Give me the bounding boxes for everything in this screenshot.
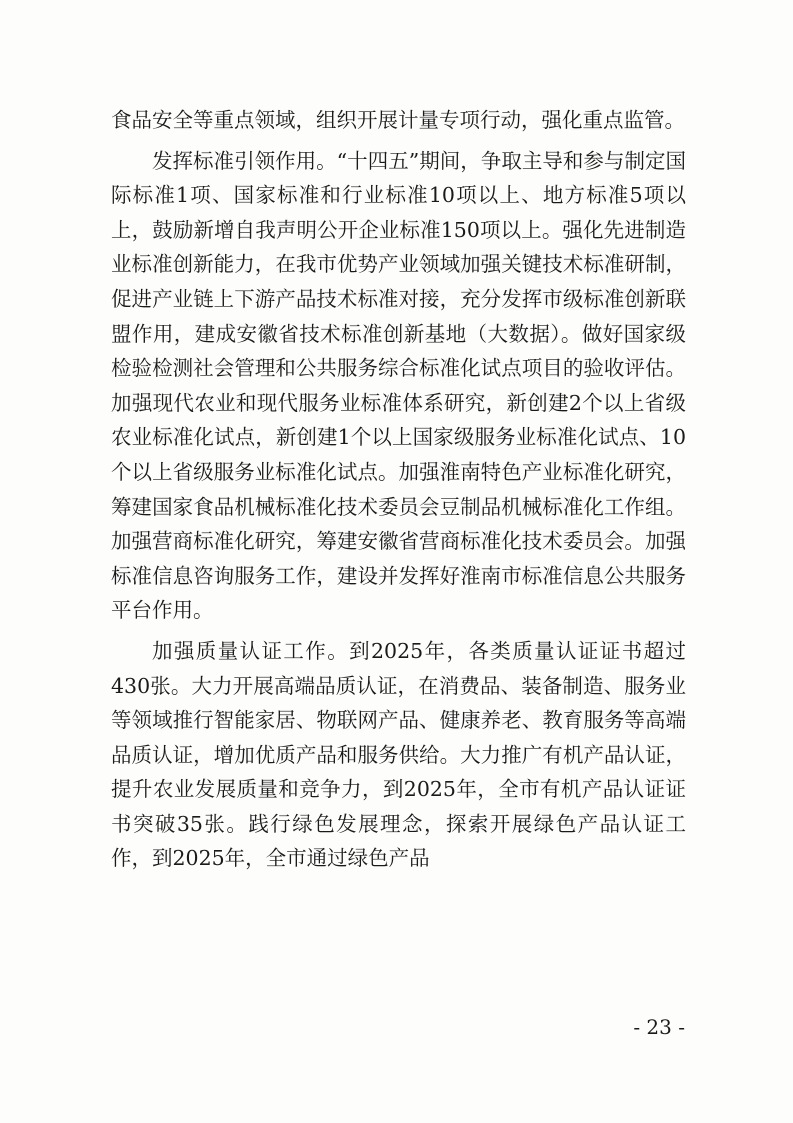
paragraph-3: 加强质量认证工作。到2025年，各类质量认证证书超过430张。大力开展高端品质认证，在消费品、装备制造、服务业等领域推行智能家居、物联网产品、健康养老、教育服务等高端品质认证，增加优质产品和服务供给。大力推广有机产品认证，提升农业发展质量和竞争力，到2025年，全市有机产品认证证书突破35张。践行绿色发展理念，探索开展绿色产品认证工作，到2025年，全市通过绿色产品 — [111, 638, 686, 871]
paragraph-1: 食品安全等重点领域，组织开展计量专项行动，强化重点监管。 — [111, 108, 685, 132]
paragraph-2: 发挥标准引领作用。“十四五”期间，争取主导和参与制定国际标准1项、国家标准和行业标准10项以上、地方标准5项以上，鼓励新增自我声明公开企业标准150项以上。强化先进制造业标准创新能力，在我市优势产业领域加强关键技术标准研制，促进产业链上下游产品技术标准对接，充分发挥市级标准创新联盟作用，建成安徽省技术标准创新基地（大数据）。做好国家级检验检测社会管理和公共服务综合标准化试点项目的验收评估。加强现代农业和现代服务业标准体系研究，新创建2个以上省级农业标准化试点，新创建1个以上国家级服务业标准化试点、10个以上省级服务业标准化试点。加强淮南特色产业标准化研究，筹建国家食品机械标准化技术委员会豆制品机械标准化工作组。加强营商标准化研究，筹建安徽省营商标准化技术委员会。加强标准信息咨询服务工作，建设并发挥好淮南市标准信息公共服务平台作用。 — [111, 148, 686, 623]
page-number: - 23 - — [633, 1015, 685, 1039]
body-text — [111, 103, 686, 876]
